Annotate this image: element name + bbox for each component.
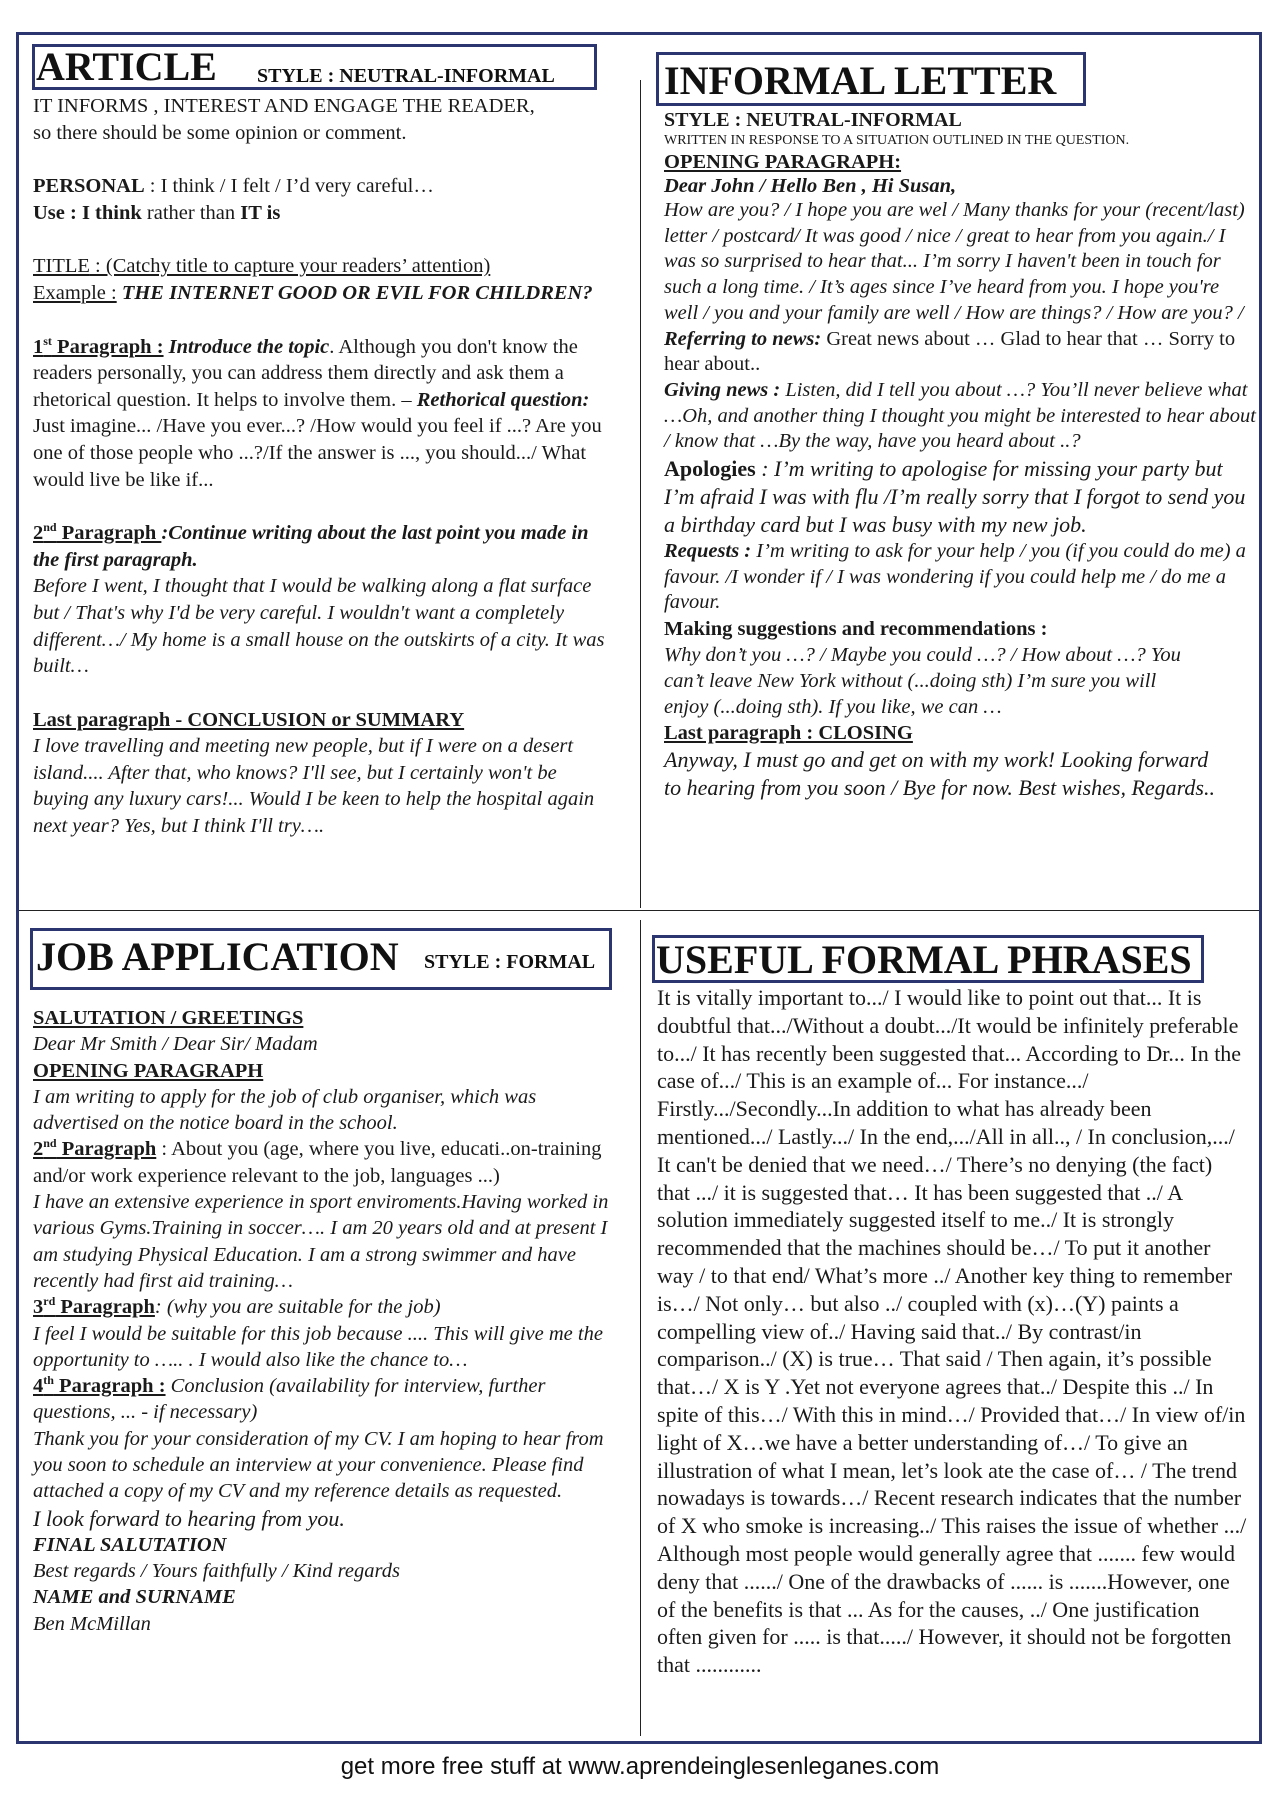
letter-closing-text: Anyway, I must go and get on with my work! Looking forward to hearing from you soon / Bye for now. Best wishes, Regards.. xyxy=(664,747,1215,801)
article-paragraph-2-text: Before I went, I thought that I would be walking along a flat surface but / That's why I'd be very careful. I wouldn't want a completely different…/ My home is a small house on the outskirts of a city. It was built… xyxy=(33,575,605,678)
letter-greeting: Dear John / Hello Ben , Hi Susan, xyxy=(664,175,957,197)
article-example: Example : THE INTERNET GOOD OR EVIL FOR CHILDREN? xyxy=(33,281,593,304)
article-use: Use : I think rather than IT is xyxy=(33,201,281,224)
job-salutation-label: SALUTATION / GREETINGS xyxy=(33,1007,304,1029)
letter-requests: Requests : I’m writing to ask for your help / you (if you could do me) a favour. /I wonder if / I was wondering if you could help me / do me a favour. xyxy=(664,540,1246,614)
job-paragraph-2-heading: 2nd Paragraph : About you (age, where you live, educati..on-training and/or work experience relevant to the job, languages ...) xyxy=(33,1136,602,1187)
article-title: ARTICLE xyxy=(36,44,217,89)
job-title: JOB APPLICATION xyxy=(36,934,399,979)
letter-opening-label: OPENING PARAGRAPH: xyxy=(664,151,902,173)
letter-news: Referring to news: Great news about … Glad to hear that … Sorry to hear about.. xyxy=(664,327,1236,376)
letter-opening-text: How are you? / I hope you are wel / Many thanks for your (recent/last) letter / postcard/ It was good / nice / great to hear from you again./ I was so surprised to hear that... I’m sorry I haven't been in touch for such a long time. / It’s ages since I’ve heard from you. I hope you're well / you and your family are well / How are things? / How are you? / xyxy=(664,199,1245,324)
job-look-forward: I look forward to hearing from you. xyxy=(33,1505,345,1531)
letter-style: STYLE : NEUTRAL-INFORMAL xyxy=(664,109,962,131)
letter-note: WRITTEN IN RESPONSE TO A SITUATION OUTLINED IN THE QUESTION. xyxy=(664,133,1130,148)
job-paragraph-3-heading: 3rd Paragraph: (why you are suitable for the job) xyxy=(33,1294,441,1319)
article-paragraph-2-heading: 2nd Paragraph :Continue writing about the last point you made in the first paragraph. xyxy=(33,520,589,571)
job-name-label: NAME and SURNAME xyxy=(33,1586,236,1609)
job-final-salutation-label: FINAL SALUTATION xyxy=(33,1533,227,1556)
article-panel xyxy=(33,93,613,840)
footer-text: get more free stuff at www.aprendeinglesenleganes.com xyxy=(340,1753,940,1780)
job-final-salutation-text: Best regards / Yours faithfully / Kind regards xyxy=(33,1559,400,1582)
job-paragraph-3-text: I feel I would be suitable for this job because .... This will give me the opportunity to ….. . I would also like the chance to… xyxy=(33,1322,603,1371)
letter-closing-label: Last paragraph : CLOSING xyxy=(664,722,913,745)
job-name-text: Ben McMillan xyxy=(33,1612,151,1635)
letter-suggestions-text: Why don’t you …? / Maybe you could …? / How about …? You can’t leave New York without (...doing sth) I’m sure you will enjoy (...doing sth). If you like, we can … xyxy=(664,644,1181,719)
job-opening-text: I am writing to apply for the job of club organiser, which was advertised on the notice board in the school. xyxy=(33,1085,537,1135)
job-panel xyxy=(33,1005,623,1637)
personal-label: PERSONAL xyxy=(33,175,145,198)
phrases-title: USEFUL FORMAL PHRASES xyxy=(656,937,1192,982)
article-last-paragraph-text: I love travelling and meeting new people, but if I were on a desert island.... After that, who knows? I'll see, but I certainly won't be buying any luxury cars!... Would I be keen to help the hospital again next year? Yes, but I think I'll try…. xyxy=(33,735,595,838)
job-paragraph-4-text: Thank you for your consideration of my CV. I am hoping to hear from you soon to schedule an interview at your convenience. Please find attached a copy of my CV and my reference details as requested. xyxy=(33,1427,604,1503)
job-paragraph-2-text: I have an extensive experience in sport enviroments.Having worked in various Gyms.Training in soccer…. I am 20 years old and at present I am studying Physical Education. I am a strong swimmer and have recently had first aid training… xyxy=(33,1191,609,1292)
letter-suggestions-label: Making suggestions and recommendations : xyxy=(664,618,1048,641)
article-style: STYLE : NEUTRAL-INFORMAL xyxy=(257,65,555,87)
horizontal-divider xyxy=(19,910,1259,911)
article-paragraph-1: 1st Paragraph : Introduce the topic. Although you don't know the readers personally, you can address them directly and ask them a rhetorical question. It helps to involve them. – Rethorical question: Just imagine... /Have you ever...? /How would you feel if ...? Are you one of those people who ...?/If the answer is ..., you should.../ What would live be like if... xyxy=(33,333,602,491)
article-title-tip: TITLE : (Catchy title to capture your readers’ attention) xyxy=(33,255,491,278)
phrases-text: It is vitally important to.../ I would like to point out that... It is doubtful that.../Without a doubt.../It would be infinitely preferable to.../ It has recently been suggested that... According to Dr... In the case of.../ This is an example of... For instance.../ Firstly.../Secondly...In addition to what has already been mentioned.../ Lastly.../ In the end,.../All in all.., / In conclusion,.../ It can't be denied that we need…/ There’s no denying (the fact) that .../ it is suggested that… It has been suggested that ../ A solution immediately suggested itself to me../ It is strongly recommended that the machines should be…/ To put it another way / to that end/ What’s more ../ Another key thing to remember is…/ Not only… but also ../ coupled with (x)…(Y) paints a compelling view of../ Having said that../ By contrast/in comparison../ (X) is true… That said / Then again, it’s possible that…/ X is Y .Yet not everyone agrees that../ Despite this ../ In spite of this…/ With this in mind…/ Provided that…/ In view of/in light of X…we have a better understanding of…/ To give an illustration of what I mean, let’s look ate the case of… / The trend nowadays is towards…/ Recent research indicates that the number of X who smoke is increasing../ This raises the issue of whether .../ Although most people would generally agree that ....... few would deny that ....../ One of the drawbacks of ...... is .......However, one of the benefits is that ... As for the causes, ../ One justification often given for ..... is that...../ However, it should not be forgotten that ............ xyxy=(657,985,1247,1678)
article-last-paragraph-label: Last paragraph - CONCLUSION or SUMMARY xyxy=(33,708,465,731)
vertical-divider-bottom xyxy=(640,920,641,1736)
letter-apologies: Apologies : I’m writing to apologise for missing your party but I’m afraid I was with flu /I’m really sorry that I forgot to send you a birthday card but I was busy with my new job. xyxy=(664,456,1246,538)
job-paragraph-4-heading: 4th Paragraph : Conclusion (availability for interview, further questions, ... - if necessary) xyxy=(33,1373,546,1424)
article-personal: PERSONAL : I think / I felt / I’d very careful… xyxy=(33,175,434,198)
letter-panel xyxy=(664,108,1258,802)
article-intro-1: IT INFORMS , INTEREST AND ENGAGE THE READER, xyxy=(33,95,535,117)
vertical-divider-top xyxy=(640,80,641,908)
job-style: STYLE : FORMAL xyxy=(424,951,596,973)
job-opening-label: OPENING PARAGRAPH xyxy=(33,1059,264,1082)
letter-title: INFORMAL LETTER xyxy=(664,58,1057,103)
letter-giving-news: Giving news : Listen, did I tell you about …? You’ll never believe what …Oh, and another thing I thought you might be interested to hear about / know that …By the way, have you heard about ..? xyxy=(664,378,1256,453)
article-intro-2: so there should be some opinion or comment. xyxy=(33,121,407,144)
job-salutation-text: Dear Mr Smith / Dear Sir/ Madam xyxy=(33,1033,318,1056)
phrases-panel xyxy=(657,984,1247,1679)
